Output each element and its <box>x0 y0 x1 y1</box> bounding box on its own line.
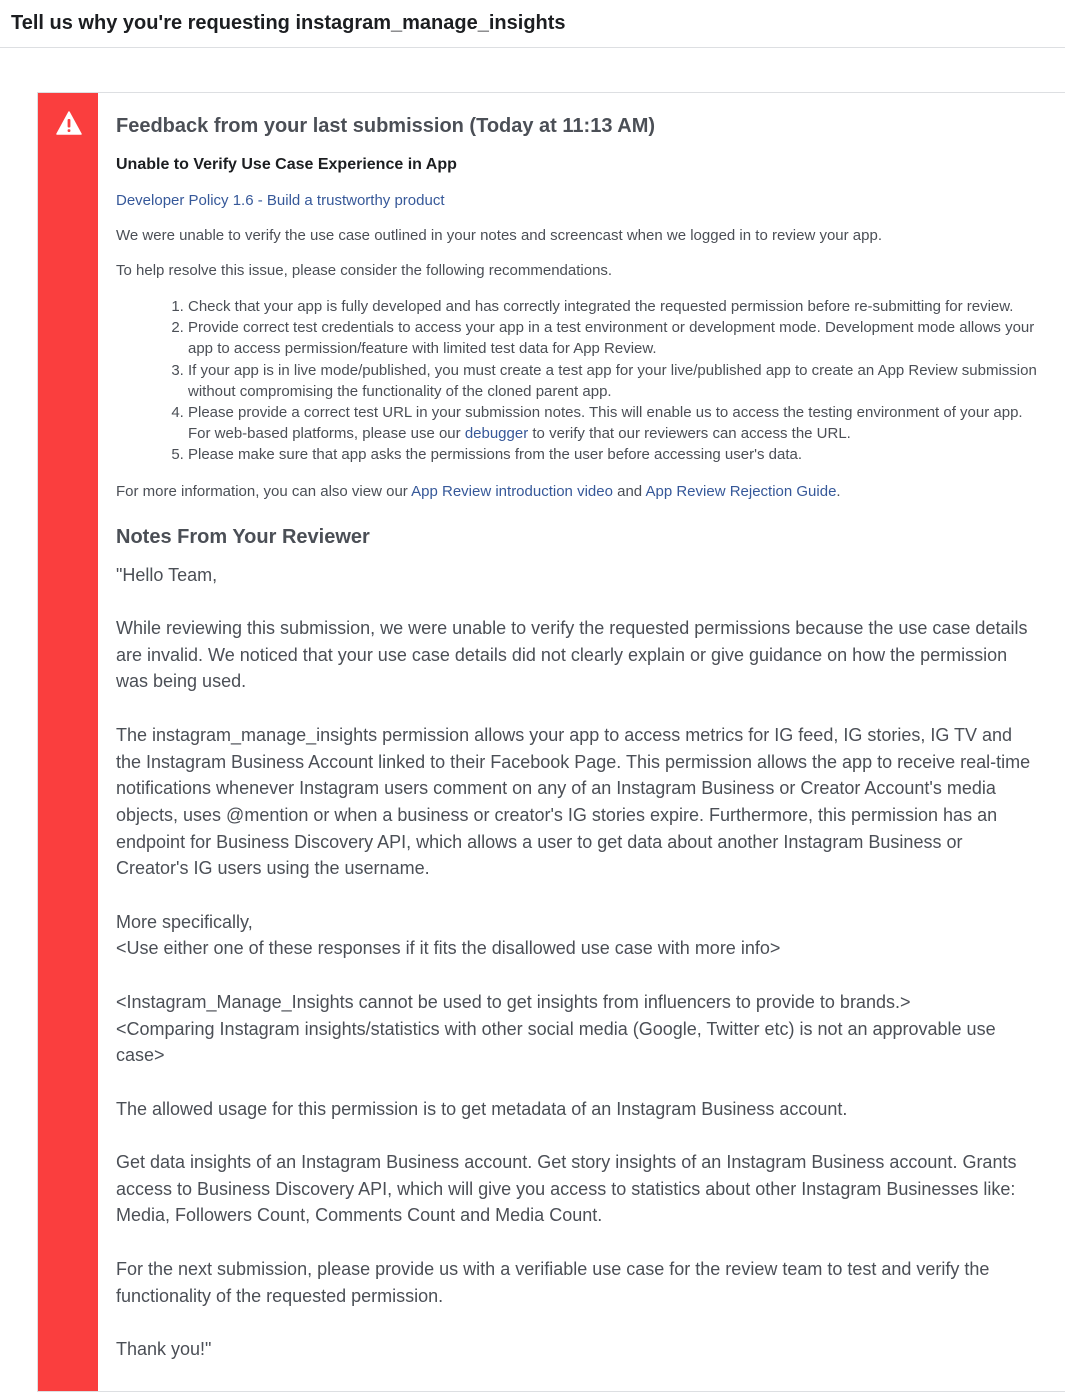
app-review-video-link[interactable]: App Review introduction video <box>411 482 613 500</box>
more-info-before: For more information, you can also view our <box>116 482 412 500</box>
recommendations-intro: To help resolve this issue, please consider the following recommendations. <box>116 262 613 279</box>
notes-greeting: "Hello Team, <box>116 564 218 585</box>
notes-paragraph: For the next submission, please provide us with a verifiable use case for the review team to test and verify the functionality of the requested permission. <box>116 1258 990 1306</box>
reviewer-notes <box>116 562 1038 1363</box>
warning-triangle-icon <box>56 111 82 135</box>
more-info-after: . <box>836 482 841 500</box>
debugger-link[interactable]: debugger <box>464 425 529 443</box>
list-item: 2. Provide correct test credentials to access your app in a test environment or development mode. Development mode allows your app to access permission/feature with limited test data for App Review. <box>188 317 1038 359</box>
notes-paragraph: <Comparing Instagram insights/statistics with other social media (Google, Twitter etc) is not an approvable use case> <box>116 1018 996 1066</box>
page-title: Tell us why you're requesting instagram_manage_insights <box>11 12 566 34</box>
page-header <box>0 0 1065 48</box>
notes-paragraph: <Instagram_Manage_Insights cannot be used to get insights from influencers to provide to brands.> <box>116 991 911 1012</box>
list-item: 5. Please make sure that app asks the permissions from the user before accessing user's data. <box>188 444 1038 465</box>
warning-strip <box>38 93 98 1391</box>
notes-signoff: Thank you!" <box>116 1338 212 1359</box>
developer-policy-link[interactable]: Developer Policy 1.6 - Build a trustworthy product <box>116 192 445 209</box>
recommendations-list <box>116 296 1038 466</box>
notes-paragraph: The instagram_manage_insights permission allows your app to access metrics for IG feed, IG stories, IG TV and the Instagram Business Account linked to their Facebook Page. This permission allows the app to receive real-time notifications whenever Instagram users comment on any of an Instagram Business or Creator Account's media objects, uses @mention or when a business or creator's IG stories expire. Furthermore, this permission has an endpoint for Business Discovery API, which allows a user to get data about another Instagram Business or Creator's IG users using the username. <box>116 724 1031 879</box>
list-item: 1. Check that your app is fully developed and has correctly integrated the requested permission before re-submitting for review. <box>188 296 1038 317</box>
notes-title: Notes From Your Reviewer <box>116 525 370 548</box>
notes-paragraph: <Use either one of these responses if it fits the disallowed use case with more info> <box>116 938 781 959</box>
feedback-title: Feedback from your last submission (Today at 11:13 AM) <box>116 115 656 137</box>
notes-paragraph: More specifically, <box>116 911 253 932</box>
notes-paragraph: While reviewing this submission, we were unable to verify the requested permissions because the use case details are invalid. We noticed that your use case details did not clearly explain or give guidance on how the permission was being used. <box>116 618 1028 692</box>
notes-paragraph: Get data insights of an Instagram Business account. Get story insights of an Instagram Business account. Grants access to Business Discovery API, which will give you access to statistics about other Instagram Businesses like: Media, Followers Count, Comments Count and Media Count. <box>116 1152 1017 1226</box>
notes-paragraph: The allowed usage for this permission is to get metadata of an Instagram Business account. <box>116 1098 848 1119</box>
rec-text-after: to verify that our reviewers can access the URL. <box>528 425 851 443</box>
more-info <box>116 482 1038 502</box>
feedback-content <box>98 93 1038 1391</box>
app-review-rejection-guide-link[interactable]: App Review Rejection Guide <box>645 482 837 500</box>
more-info-between: and <box>612 482 646 500</box>
list-item: 3. If your app is in live mode/published, you must create a test app for your live/published app to create an App Review submission without compromising the functionality of the cloned parent app. <box>188 360 1038 402</box>
feedback-card <box>37 92 1065 1392</box>
rec-text-before: Please provide a correct test URL in your submission notes. This will enable us to access the testing environment of your app. For web-based platforms, please use our <box>188 404 1023 443</box>
feedback-intro: We were unable to verify the use case outlined in your notes and screencast when we logged in to review your app. <box>116 227 883 244</box>
issue-title: Unable to Verify Use Case Experience in App <box>116 156 457 173</box>
list-item <box>188 402 1038 444</box>
